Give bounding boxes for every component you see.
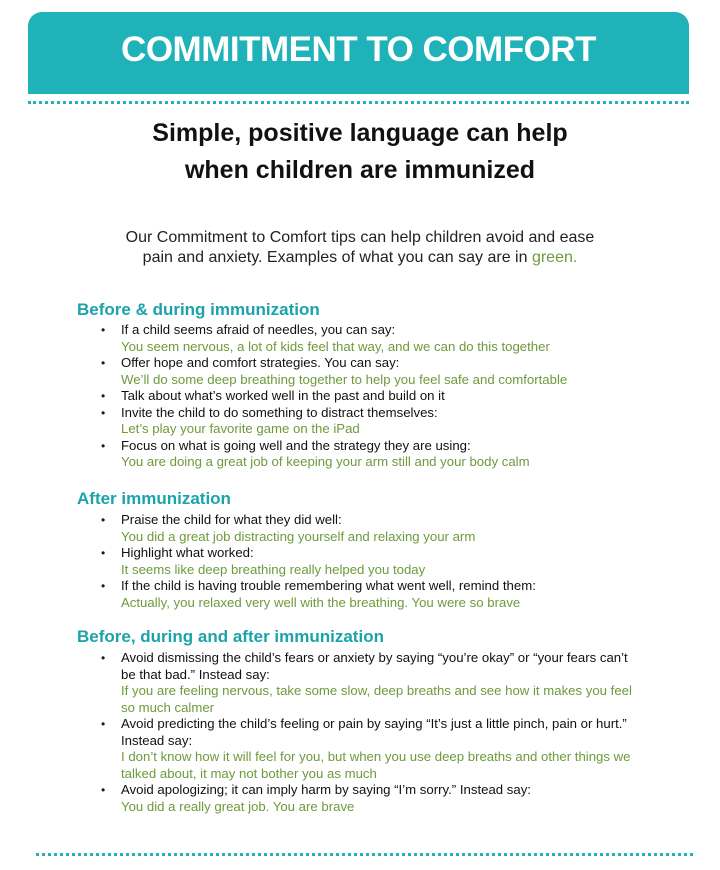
item-text: Invite the child to do something to distract themselves:: [121, 404, 438, 420]
item-example: You did a really great job. You are brave: [121, 798, 355, 814]
item-text: Praise the child for what they did well:: [121, 512, 342, 527]
list-item: [101, 388, 681, 405]
bullet-icon: •: [101, 323, 106, 337]
list-after: [101, 512, 681, 611]
item-example: If you are feeling nervous, take some slow, deep breaths and see how it makes you feel so much calmer: [121, 683, 632, 715]
bullet-icon: •: [101, 546, 106, 560]
item-text: Focus on what is going well and the strategy they are using:: [121, 437, 471, 453]
bullet-icon: •: [101, 389, 106, 403]
banner-title: COMMITMENT TO COMFORT: [121, 30, 596, 69]
item-text: Avoid apologizing; it can imply harm by saying “I’m sorry.” Instead say:: [121, 782, 531, 797]
list-item: [101, 404, 681, 438]
item-text: If a child seems afraid of needles, you can say:: [121, 322, 396, 337]
list-item: [101, 716, 641, 782]
item-example: You seem nervous, a lot of kids feel that way, and we can do this together: [121, 338, 550, 354]
item-example: You are doing a great job of keeping your arm still and your body calm: [121, 454, 530, 469]
item-text: Avoid predicting the child’s feeling or pain by saying “It’s just a little pinch, pain or hurt.” Instead say:: [121, 716, 627, 748]
list-item: [101, 512, 681, 545]
intro-paragraph: [0, 228, 720, 268]
title-banner: [28, 12, 689, 94]
intro-line-2-text: pain and anxiety. Examples of what you can say are in: [142, 249, 532, 266]
section-title-before-during-after: Before, during and after immunization: [77, 627, 384, 646]
item-example: Let’s play your favorite game on the iPad: [121, 421, 360, 436]
bullet-icon: •: [101, 579, 106, 593]
dotted-divider-bottom: [36, 853, 693, 856]
list-before-during-after: [101, 650, 641, 815]
headline-line-1: Simple, positive language can help: [152, 119, 568, 147]
headline-line-2: when children are immunized: [184, 156, 536, 184]
list-before-during: [101, 322, 681, 471]
item-text: Highlight what worked:: [121, 545, 254, 560]
list-item: [101, 578, 681, 611]
item-example: Actually, you relaxed very well with the breathing. You were so brave: [121, 594, 521, 610]
item-text: Avoid dismissing the child’s fears or anxiety by saying “you’re okay” or “your fears can’t be that bad.” Instead say:: [121, 650, 628, 682]
list-item: [101, 782, 641, 815]
intro-green-word: green.: [531, 249, 578, 266]
bullet-icon: •: [101, 405, 106, 420]
dotted-divider-top: [28, 101, 689, 104]
list-item: [101, 650, 641, 716]
item-text: Offer hope and comfort strategies. You can say:: [121, 355, 400, 370]
item-example: It seems like deep breathing really helped you today: [121, 561, 426, 577]
list-item: [101, 437, 681, 471]
bullet-icon: •: [101, 513, 106, 527]
intro-line-1: Our Commitment to Comfort tips can help children avoid and ease: [125, 229, 595, 246]
list-item: [101, 545, 681, 578]
section-title-before-during: Before & during immunization: [77, 300, 320, 319]
bullet-icon: •: [101, 717, 106, 731]
list-item: [101, 355, 681, 388]
item-example: I don’t know how it will feel for you, but when you use deep breaths and other things we talked about, it may not bother you as much: [121, 749, 631, 781]
item-example: We’ll do some deep breathing together to help you feel safe and comfortable: [121, 371, 568, 387]
item-example: You did a great job distracting yourself and relaxing your arm: [121, 528, 476, 544]
section-title-after: After immunization: [77, 489, 231, 508]
item-text: Talk about what’s worked well in the past and build on it: [121, 388, 445, 403]
bullet-icon: •: [101, 438, 106, 453]
headline: [0, 115, 720, 189]
item-text: If the child is having trouble remembering what went well, remind them:: [121, 578, 536, 593]
list-item: [101, 322, 681, 355]
intro-line-2: [0, 248, 720, 268]
bullet-icon: •: [101, 783, 106, 797]
bullet-icon: •: [101, 651, 106, 665]
bullet-icon: •: [101, 356, 106, 370]
